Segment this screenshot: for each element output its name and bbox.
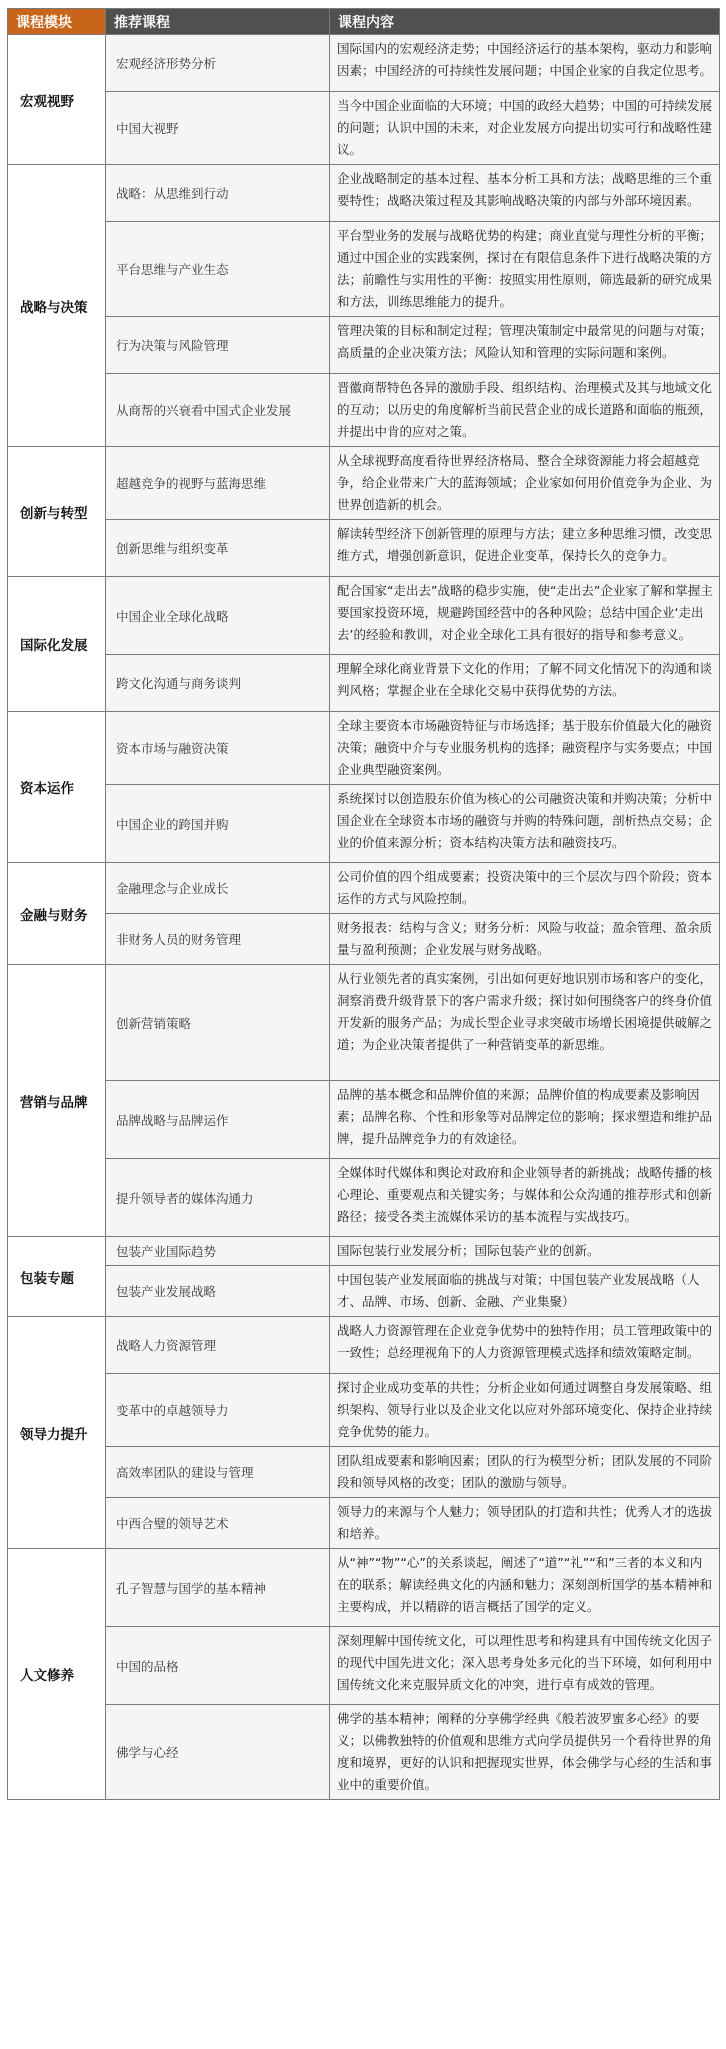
module-name: 人文修养	[8, 1549, 106, 1800]
curriculum-table	[7, 8, 720, 1800]
course-content: 从全球视野高度看待世界经济格局、整合全球资源能力将会超越竞争，给企业带来广大的蓝海领域；企业家如何用价值竞争为企业、为世界创造新的机会。	[330, 447, 720, 520]
course-title: 中国企业全球化战略	[106, 577, 330, 655]
course-content: 配合国家“走出去”战略的稳步实施，使“走出去”企业家了解和掌握主要国家投资环境，规避跨国经营中的各种风险；总结中国企业‘走出去’的经验和教训，对企业全球化工具有很好的指导和参考意义。	[330, 577, 720, 655]
course-content: 财务报表：结构与含义；财务分析：风险与收益；盈余管理、盈余质量与盈利预测；企业发展与财务战略。	[330, 914, 720, 965]
table-row	[8, 222, 720, 317]
course-content: 团队组成要素和影响因素；团队的行为模型分析；团队发展的不同阶段和领导风格的改变；团队的激励与领导。	[330, 1447, 720, 1498]
course-title: 提升领导者的媒体沟通力	[106, 1159, 330, 1237]
course-content: 解读转型经济下创新管理的原理与方法；建立多种思维习惯，改变思维方式，增强创新意识，促进企业变革，保持长久的竞争力。	[330, 520, 720, 577]
course-content: 国际国内的宏观经济走势；中国经济运行的基本架构，驱动力和影响因素；中国经济的可持续性发展问题；中国企业家的自我定位思考。	[330, 35, 720, 92]
table-row	[8, 35, 720, 92]
module-name: 创新与转型	[8, 447, 106, 577]
table-row	[8, 1317, 720, 1374]
table-row	[8, 577, 720, 655]
table-row	[8, 1627, 720, 1705]
course-content: 中国包装产业发展面临的挑战与对策；中国包装产业发展战略（人才、品牌、市场、创新、金融、产业集聚）	[330, 1266, 720, 1317]
course-content: 晋徽商帮特色各异的激励手段、组织结构、治理模式及其与地域文化的互动；以历史的角度解析当前民营企业的成长道路和面临的瓶颈，并提出中肯的应对之策。	[330, 374, 720, 447]
course-content: 从行业领先者的真实案例，引出如何更好地识别市场和客户的变化，洞察消费升级背景下的客户需求升级；探讨如何围绕客户的终身价值开发新的服务产品；为成长型企业寻求突破市场增长困境提供破解之道；为企业决策者提供了一种营销变革的新思维。	[330, 965, 720, 1081]
course-title: 宏观经济形势分析	[106, 35, 330, 92]
table-body	[8, 35, 720, 1800]
course-content: 从“神”“物”“心”的关系谈起，阐述了“道”“礼”“和”三者的本义和内在的联系；解读经典文化的内涵和魅力；深刻剖析国学的基本精神和主要构成，并以精辟的语言概括了国学的定义。	[330, 1549, 720, 1627]
table-row	[8, 1266, 720, 1317]
course-content: 理解全球化商业背景下文化的作用；了解不同文化情况下的沟通和谈判风格；掌握企业在全球化交易中获得优势的方法。	[330, 655, 720, 712]
table-row	[8, 655, 720, 712]
table-row	[8, 785, 720, 863]
course-content: 探讨企业成功变革的共性；分析企业如何通过调整自身发展策略、组织架构、领导行业以及企业文化以应对外部环境变化、保持企业持续竞争优势的能力。	[330, 1374, 720, 1447]
table-row	[8, 317, 720, 374]
table-row	[8, 1374, 720, 1447]
course-content: 领导力的来源与个人魅力；领导团队的打造和共性；优秀人才的选拔和培养。	[330, 1498, 720, 1549]
course-title: 高效率团队的建设与管理	[106, 1447, 330, 1498]
course-content: 系统探讨以创造股东价值为核心的公司融资决策和并购决策；分析中国企业在全球资本市场的融资与并购的特殊问题，剖析热点交易；企业的价值来源分析；资本结构决策方法和融资技巧。	[330, 785, 720, 863]
course-content: 国际包装行业发展分析；国际包装产业的创新。	[330, 1237, 720, 1266]
course-content: 品牌的基本概念和品牌价值的来源；品牌价值的构成要素及影响因素；品牌名称、个性和形象等对品牌定位的影响；探求塑造和维护品牌，提升品牌竞争力的有效途径。	[330, 1081, 720, 1159]
table-row	[8, 1705, 720, 1800]
course-content: 平台型业务的发展与战略优势的构建；商业直觉与理性分析的平衡；通过中国企业的实践案例，探讨在有限信息条件下进行战略决策的方法；前瞻性与实用性的平衡：按照实用性原则，筛选最新的研究成果和方法，训练思维能力的提升。	[330, 222, 720, 317]
course-content: 深刻理解中国传统文化，可以理性思考和构建具有中国传统文化因子的现代中国先进文化；深入思考身处多元化的当下环境，如何利用中国传统文化来克服异质文化的冲突，进行卓有成效的管理。	[330, 1627, 720, 1705]
header-module: 课程模块	[8, 9, 106, 35]
course-title: 品牌战略与品牌运作	[106, 1081, 330, 1159]
table-row	[8, 165, 720, 222]
course-title: 创新思维与组织变革	[106, 520, 330, 577]
table-row	[8, 1447, 720, 1498]
table-row	[8, 92, 720, 165]
header-content: 课程内容	[330, 9, 720, 35]
course-title: 行为决策与风险管理	[106, 317, 330, 374]
course-content: 佛学的基本精神；阐释的分享佛学经典《般若波罗蜜多心经》的要义；以佛教独特的价值观和思维方式向学员提供另一个看待世界的角度和境界，更好的认识和把握现实世界，体会佛学与心经的生活和事业中的重要价值。	[330, 1705, 720, 1800]
course-content: 战略人力资源管理在企业竞争优势中的独特作用；员工管理政策中的一致性；总经理视角下的人力资源管理模式选择和绩效策略定制。	[330, 1317, 720, 1374]
course-title: 包装产业发展战略	[106, 1266, 330, 1317]
table-row	[8, 712, 720, 785]
course-content: 全媒体时代媒体和舆论对政府和企业领导者的新挑战；战略传播的核心理论、重要观点和关键实务；与媒体和公众沟通的推荐形式和创新路径；接受各类主流媒体采访的基本流程与实战技巧。	[330, 1159, 720, 1237]
course-content: 当今中国企业面临的大环境；中国的政经大趋势；中国的可持续发展的问题；认识中国的未来，对企业发展方向提出切实可行和战略性建议。	[330, 92, 720, 165]
module-name: 战略与决策	[8, 165, 106, 447]
course-content: 公司价值的四个组成要素；投资决策中的三个层次与四个阶段；资本运作的方式与风险控制。	[330, 863, 720, 914]
course-title: 中国企业的跨国并购	[106, 785, 330, 863]
course-title: 变革中的卓越领导力	[106, 1374, 330, 1447]
module-name: 营销与品牌	[8, 965, 106, 1237]
table-row	[8, 1081, 720, 1159]
module-name: 包装专题	[8, 1237, 106, 1317]
table-row	[8, 520, 720, 577]
table-row	[8, 1498, 720, 1549]
course-title: 孔子智慧与国学的基本精神	[106, 1549, 330, 1627]
course-title: 战略人力资源管理	[106, 1317, 330, 1374]
module-name: 宏观视野	[8, 35, 106, 165]
table-row	[8, 1237, 720, 1266]
table-row	[8, 374, 720, 447]
header-course: 推荐课程	[106, 9, 330, 35]
course-title: 非财务人员的财务管理	[106, 914, 330, 965]
course-title: 中西合璧的领导艺术	[106, 1498, 330, 1549]
course-title: 中国大视野	[106, 92, 330, 165]
module-name: 资本运作	[8, 712, 106, 863]
course-title: 中国的品格	[106, 1627, 330, 1705]
table-row	[8, 863, 720, 914]
course-content: 企业战略制定的基本过程、基本分析工具和方法；战略思维的三个重要特性；战略决策过程及其影响战略决策的内部与外部环境因素。	[330, 165, 720, 222]
table-row	[8, 914, 720, 965]
course-title: 金融理念与企业成长	[106, 863, 330, 914]
course-title: 战略：从思维到行动	[106, 165, 330, 222]
table-row	[8, 965, 720, 1081]
table-row	[8, 447, 720, 520]
table-row	[8, 1549, 720, 1627]
course-title: 包装产业国际趋势	[106, 1237, 330, 1266]
course-title: 创新营销策略	[106, 965, 330, 1081]
course-title: 跨文化沟通与商务谈判	[106, 655, 330, 712]
module-name: 国际化发展	[8, 577, 106, 712]
course-title: 从商帮的兴衰看中国式企业发展	[106, 374, 330, 447]
course-title: 资本市场与融资决策	[106, 712, 330, 785]
table-row	[8, 1159, 720, 1237]
course-title: 平台思维与产业生态	[106, 222, 330, 317]
course-title: 佛学与心经	[106, 1705, 330, 1800]
course-content: 全球主要资本市场融资特征与市场选择；基于股东价值最大化的融资决策；融资中介与专业服务机构的选择；融资程序与实务要点；中国企业典型融资案例。	[330, 712, 720, 785]
course-title: 超越竞争的视野与蓝海思维	[106, 447, 330, 520]
course-content: 管理决策的目标和制定过程；管理决策制定中最常见的问题与对策；高质量的企业决策方法；风险认知和管理的实际问题和案例。	[330, 317, 720, 374]
module-name: 领导力提升	[8, 1317, 106, 1549]
module-name: 金融与财务	[8, 863, 106, 965]
header-row	[8, 9, 720, 35]
